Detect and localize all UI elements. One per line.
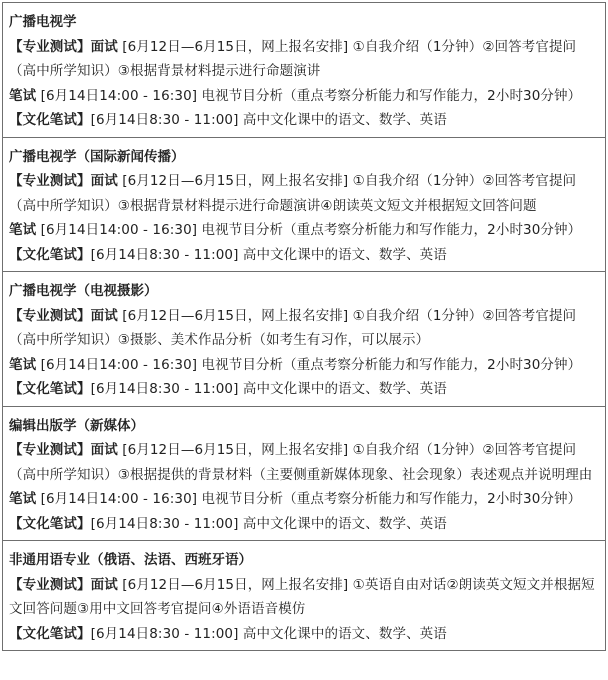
major-title: 广播电视学（国际新闻传播） — [9, 148, 185, 165]
schedule-label: 笔试 — [9, 356, 37, 373]
schedule-label: 【专业测试】面试 — [9, 576, 118, 593]
schedule-line — [9, 243, 600, 268]
schedule-line — [9, 438, 600, 487]
schedule-detail: [6月14日14:00 - 16:30] 电视节目分析（重点考察分析能力和写作能力，2小时30分钟） — [36, 87, 582, 104]
schedule-line — [9, 573, 600, 622]
schedule-label: 【专业测试】面试 — [9, 442, 118, 458]
major-section — [3, 540, 605, 650]
schedule-detail: [6月14日8:30 - 11:00] 高中文化课中的语文、数学、英语 — [90, 515, 447, 532]
major-title: 非通用语专业（俄语、法语、西班牙语） — [9, 552, 252, 568]
schedule-detail: [6月12日—6月15日，网上报名安排] ①英语自由对话②朗读英文短文并根据短文回答问题③用中文回答考官提问④外语语音模仿 — [9, 576, 595, 617]
schedule-detail: [6月12日—6月15日，网上报名安排] ①自我介绍（1分钟）②回答考官提问（高中所学知识）③根据背景材料提示进行命题演讲 — [9, 38, 577, 79]
schedule-label: 笔试 — [9, 491, 37, 507]
major-section — [3, 406, 605, 541]
schedule-label: 【文化笔试】 — [9, 515, 91, 532]
schedule-label: 【专业测试】面试 — [9, 173, 118, 189]
schedule-detail: [6月14日14:00 - 16:30] 电视节目分析（重点考察分析能力和写作能力，2小时30分钟） — [36, 356, 582, 373]
schedule-detail: [6月14日8:30 - 11:00] 高中文化课中的语文、数学、英语 — [90, 625, 447, 642]
schedule-label: 【文化笔试】 — [9, 246, 91, 263]
schedule-label: 【专业测试】面试 — [9, 307, 118, 324]
schedule-line — [9, 512, 600, 537]
schedule-line — [9, 169, 600, 218]
schedule-detail: [6月12日—6月15日，网上报名安排] ①自我介绍（1分钟）②回答考官提问（高中所学知识）③根据提供的背景材料（主要侧重新媒体现象、社会现象）表述观点并说明理由 — [9, 442, 593, 483]
schedule-detail: [6月14日14:00 - 16:30] 电视节目分析（重点考察分析能力和写作能力，2小时30分钟） — [36, 491, 582, 507]
schedule-line — [9, 377, 600, 402]
schedule-label: 【文化笔试】 — [9, 112, 91, 128]
major-title: 广播电视学 — [9, 14, 77, 30]
schedule-line — [9, 108, 600, 133]
schedule-detail: [6月14日8:30 - 11:00] 高中文化课中的语文、数学、英语 — [90, 381, 447, 397]
schedule-label: 笔试 — [9, 87, 37, 104]
schedule-line — [9, 304, 600, 353]
schedule-detail: [6月12日—6月15日，网上报名安排] ①自我介绍（1分钟）②回答考官提问（高中所学知识）③根据背景材料提示进行命题演讲④朗读英文短文并根据短文回答问题 — [9, 173, 577, 214]
schedule-line — [9, 84, 600, 109]
exam-schedule-table — [2, 2, 606, 651]
schedule-line — [9, 622, 600, 647]
major-section — [3, 271, 605, 406]
schedule-line — [9, 218, 600, 243]
schedule-label: 【文化笔试】 — [9, 625, 91, 642]
schedule-line — [9, 353, 600, 378]
schedule-label: 【文化笔试】 — [9, 381, 91, 397]
schedule-label: 笔试 — [9, 222, 37, 238]
schedule-detail: [6月14日8:30 - 11:00] 高中文化课中的语文、数学、英语 — [90, 246, 447, 263]
schedule-detail: [6月12日—6月15日，网上报名安排] ①自我介绍（1分钟）②回答考官提问（高中所学知识）③摄影、美术作品分析（如考生有习作，可以展示） — [9, 307, 577, 348]
schedule-line — [9, 487, 600, 512]
schedule-line — [9, 35, 600, 84]
major-section — [3, 137, 605, 272]
major-section — [3, 3, 605, 137]
schedule-detail: [6月14日8:30 - 11:00] 高中文化课中的语文、数学、英语 — [90, 112, 447, 128]
schedule-label: 【专业测试】面试 — [9, 38, 118, 55]
major-title: 广播电视学（电视摄影） — [9, 283, 158, 299]
schedule-detail: [6月14日14:00 - 16:30] 电视节目分析（重点考察分析能力和写作能力，2小时30分钟） — [36, 222, 582, 238]
major-title: 编辑出版学（新媒体） — [9, 417, 144, 434]
